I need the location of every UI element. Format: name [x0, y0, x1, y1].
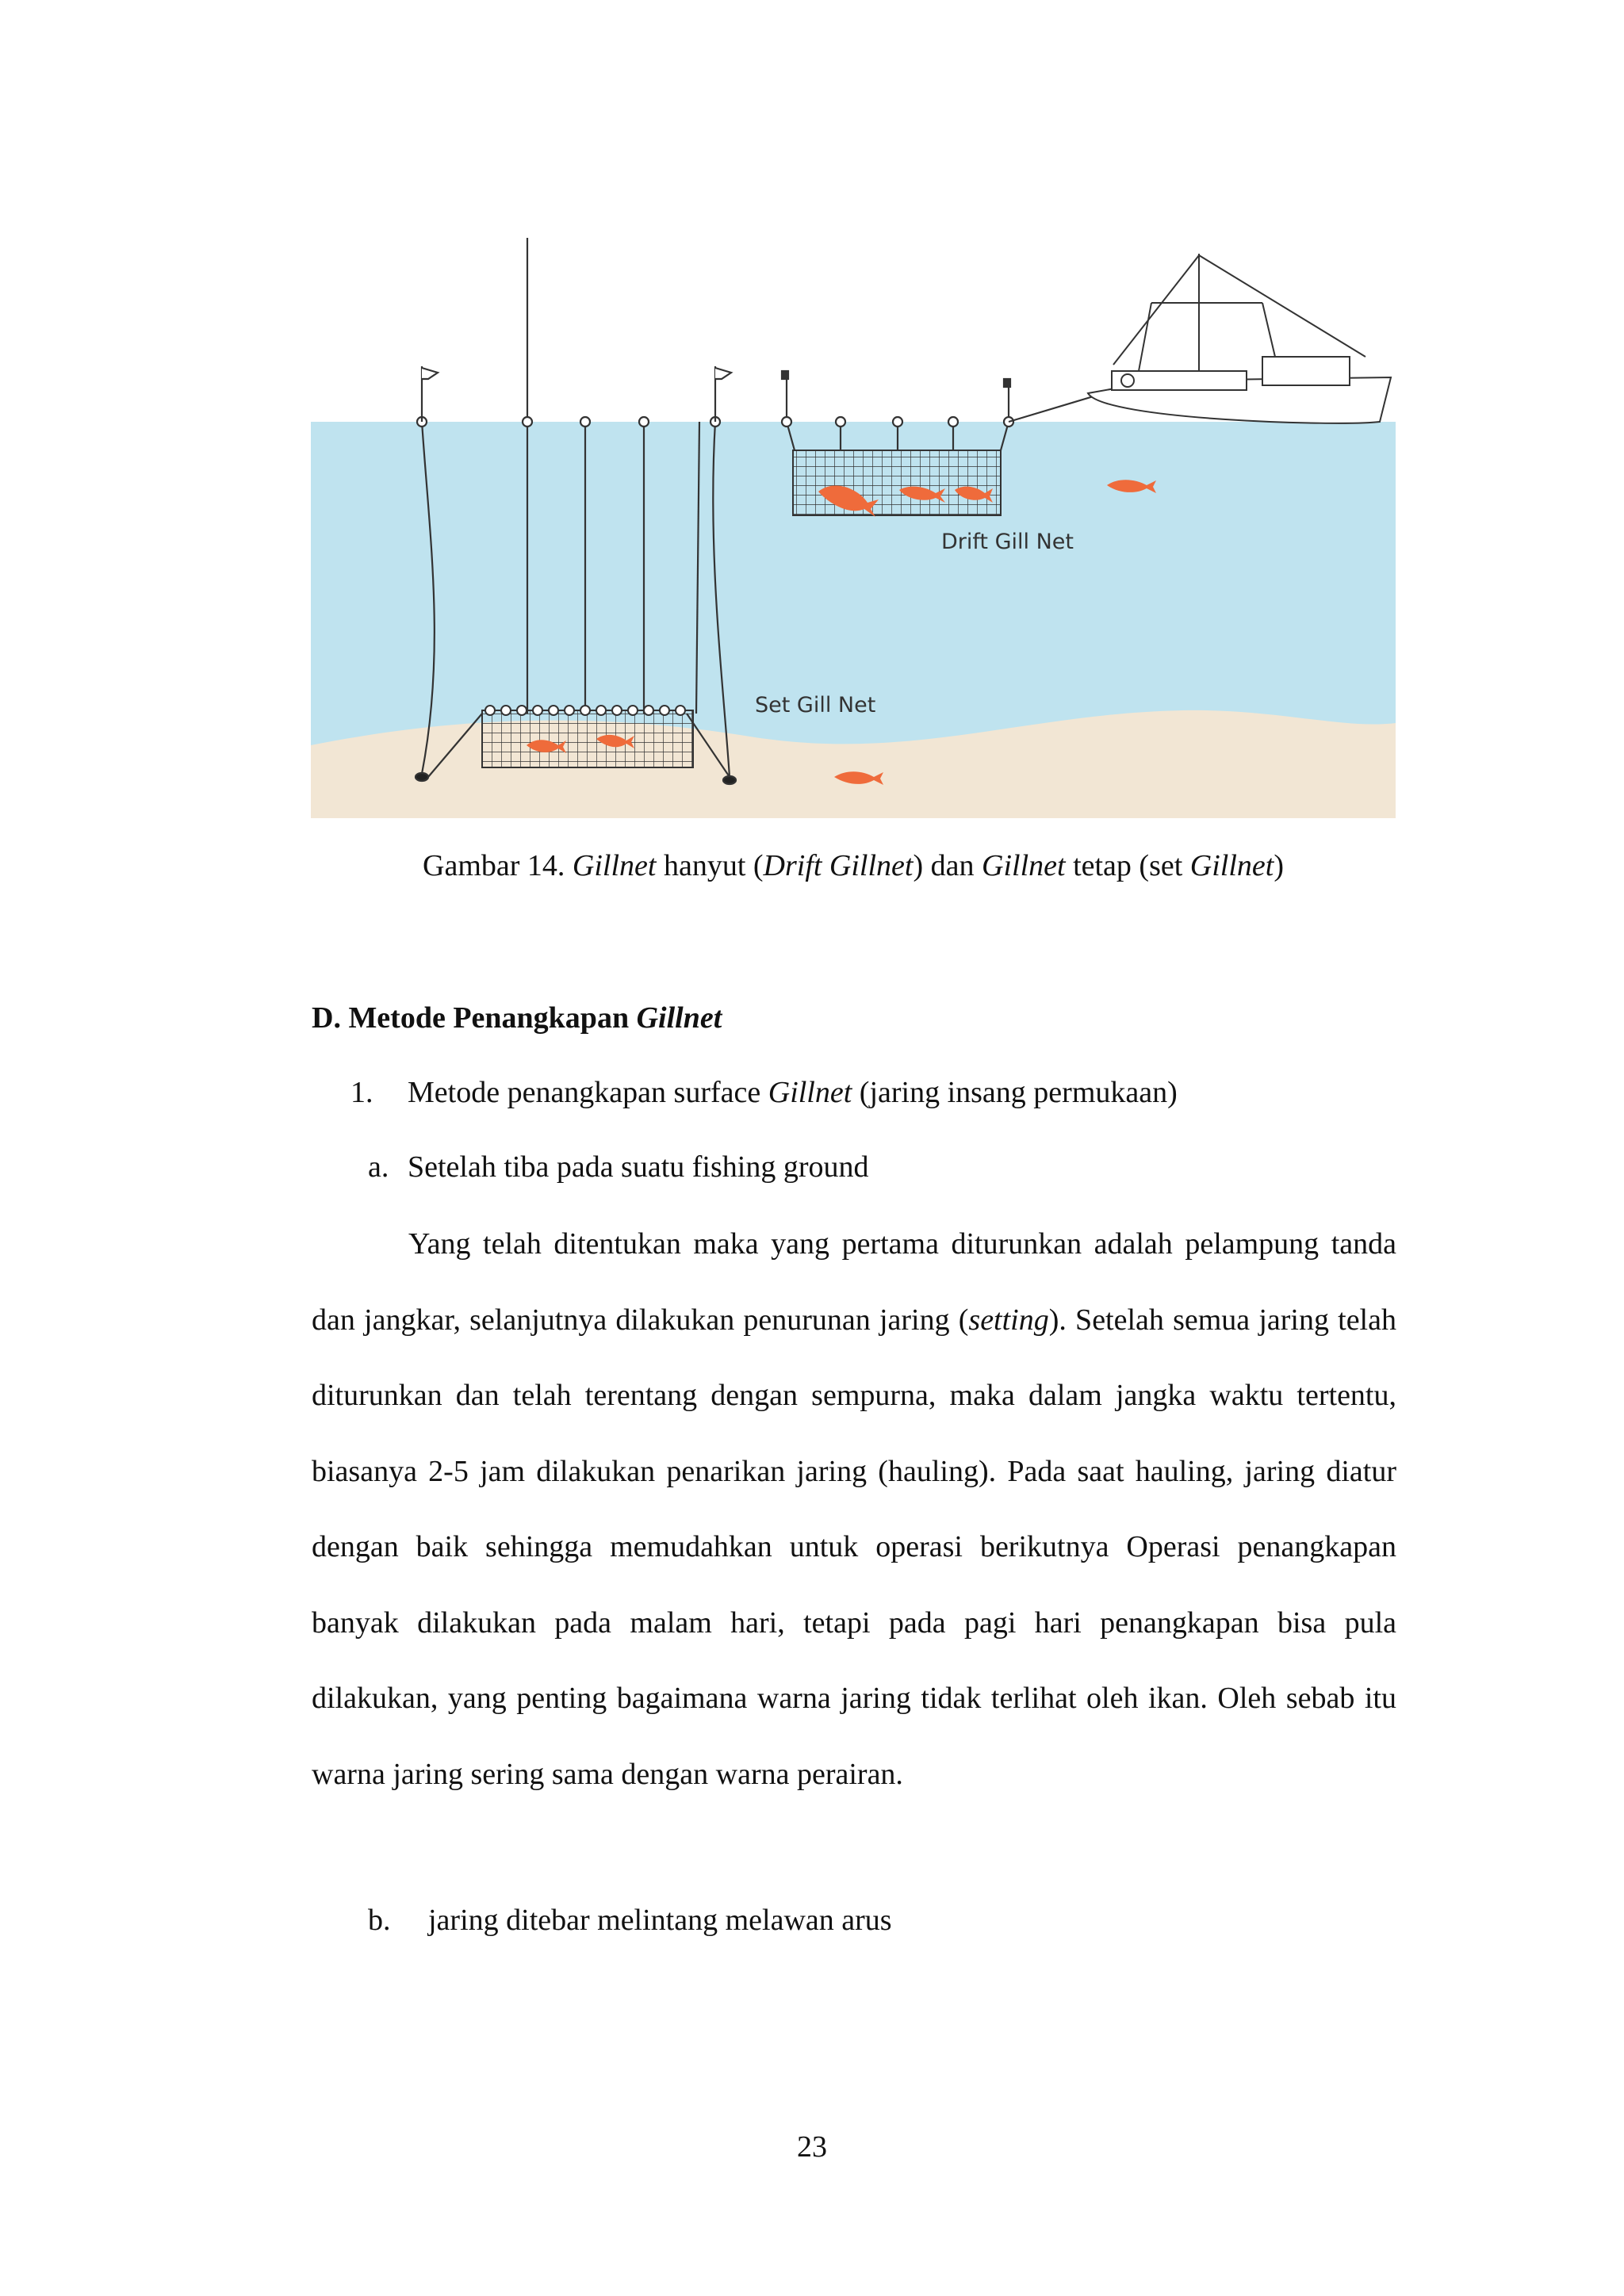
- list-item-b: [368, 1903, 892, 1938]
- caption-italic: Gillnet: [1189, 849, 1274, 882]
- drift-gill-net-label: Drift Gill Net: [941, 530, 1074, 554]
- caption-italic: Gillnet: [572, 849, 657, 882]
- list-text: Setelah tiba pada suatu fishing ground: [408, 1150, 869, 1184]
- section-heading: [312, 1001, 722, 1035]
- paragraph-text: ). Setelah semua jaring telah diturunkan dan telah terentang dengan sempurna, maka dalam jangka waktu tertentu, biasanya 2-5 jam dilakukan penarikan jaring (hauling). Pada saat hauling, jaring diatur dengan baik sehingga memudahkan untuk operasi berikutnya Operasi penangkapan banyak dilakukan pada malam hari, tetapi pada pagi hari penangkapan bisa pula dilakukan, yang penting bagaimana warna jaring tidak terlihat oleh ikan. Oleh sebab itu warna jaring sering sama dengan warna perairan.: [312, 1303, 1396, 1791]
- heading-text: D. Metode Penangkapan: [312, 1001, 637, 1035]
- caption-prefix: Gambar 14.: [423, 849, 573, 882]
- list-item-1: [350, 1075, 1178, 1110]
- list-number: 1.: [350, 1076, 373, 1109]
- caption-italic: Gillnet: [982, 849, 1066, 882]
- figure-caption: [311, 848, 1396, 883]
- caption-text: ): [1274, 849, 1284, 882]
- list-text: (jaring insang permukaan): [852, 1076, 1178, 1109]
- list-text: Metode penangkapan surface: [408, 1076, 768, 1109]
- caption-text: ) dan: [913, 849, 982, 882]
- fishing-boat: [1088, 254, 1391, 423]
- list-text-italic: Gillnet: [768, 1076, 852, 1109]
- gillnet-illustration: [311, 238, 1396, 818]
- gillnet-figure: [311, 238, 1396, 818]
- set-gill-net-label: Set Gill Net: [755, 693, 876, 718]
- list-letter: a.: [368, 1150, 389, 1184]
- paragraph-italic: setting: [968, 1303, 1049, 1337]
- page-number: 23: [797, 2130, 827, 2164]
- body-paragraph: [312, 1207, 1396, 1812]
- caption-text: hanyut (: [656, 849, 764, 882]
- caption-text: tetap (set: [1065, 849, 1190, 882]
- list-letter: b.: [368, 1904, 391, 1937]
- caption-italic: Drift Gillnet: [763, 849, 914, 882]
- list-item-a: [368, 1150, 869, 1184]
- heading-italic: Gillnet: [636, 1001, 722, 1035]
- paragraph-text: Yang telah ditentukan maka yang pertama diturunkan adalah pelampung tanda dan jangkar, selanjutnya dilakukan penurunan jaring (: [312, 1227, 1396, 1337]
- list-text: jaring ditebar melintang melawan arus: [428, 1904, 892, 1937]
